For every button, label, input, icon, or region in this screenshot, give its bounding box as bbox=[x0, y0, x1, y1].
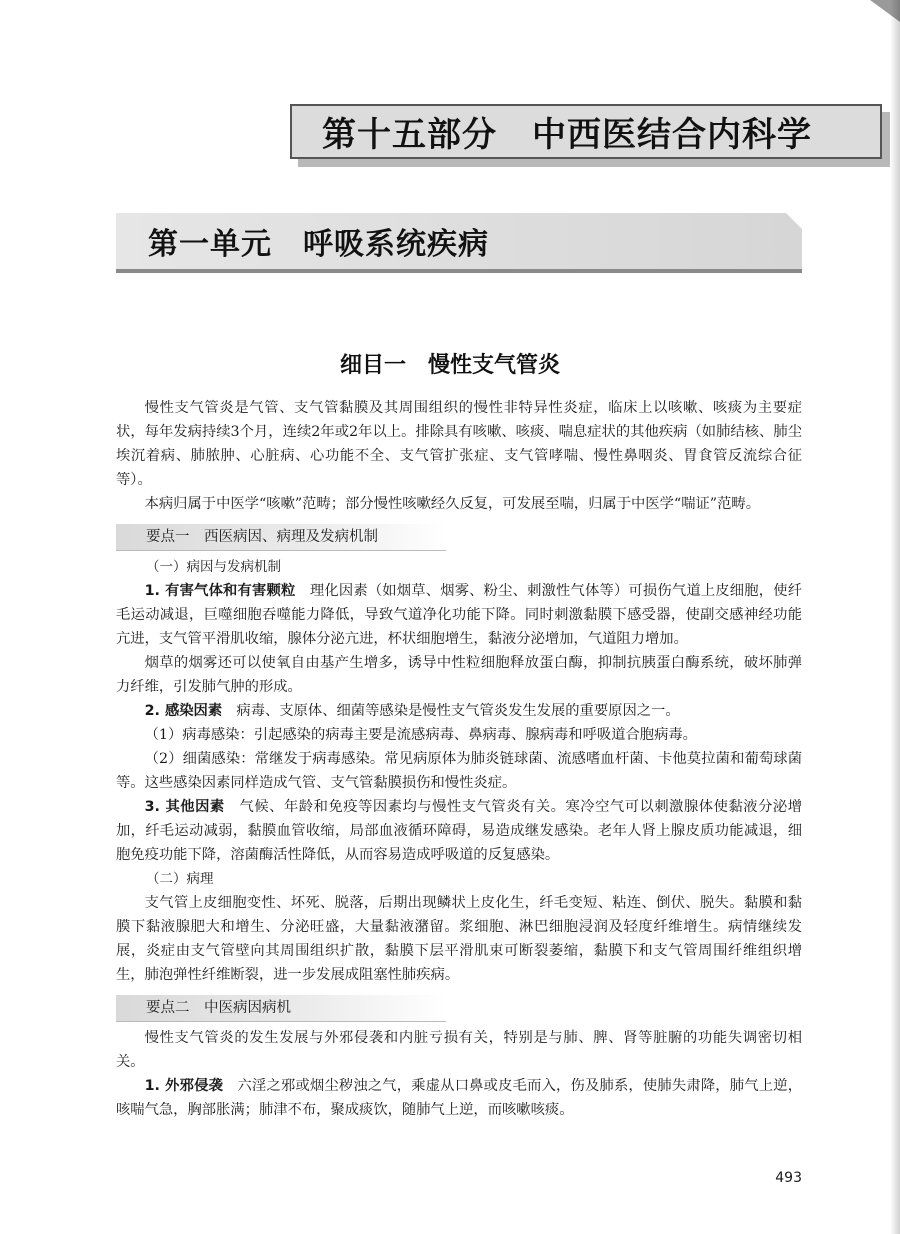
subheading-pathology: （二）病理 bbox=[146, 871, 214, 887]
key-point-2-heading: 要点二 中医病因病机 bbox=[116, 995, 446, 1022]
item-smoke-paragraph: 烟草的烟雾还可以使氧自由基产生增多，诱导中性粒细胞释放蛋白酶，抑制抗胰蛋白酶系统，破坏肺弹力纤维，引发肺气肿的形成。 bbox=[116, 655, 802, 695]
item-bacterial-infection: （2）细菌感染：常继发于病毒感染。常见病原体为肺炎链球菌、流感嗜血杆菌、卡他莫拉菌和葡萄球菌等。这些感染因素同样造成气管、支气管黏膜损伤和慢性炎症。 bbox=[116, 751, 802, 791]
item-external-pathogen-label: 1. 外邪侵袭 bbox=[144, 1078, 224, 1094]
item-infection bbox=[116, 699, 802, 723]
item-external-pathogen-text: 六淫之邪或烟尘秽浊之气，乘虚从口鼻或皮毛而入，伤及肺系，使肺失肃降，肺气上逆，咳喘气急，胸部胀满；肺津不布，聚成痰饮，随肺气上逆，而咳嗽咳痰。 bbox=[116, 1078, 802, 1118]
item-harmful-gases-label: 1. 有害气体和有害颗粒 bbox=[144, 583, 296, 599]
subheading-etiology: （一）病因与发病机制 bbox=[146, 559, 281, 575]
part-title: 第十五部分 中西医结合内科学 bbox=[322, 115, 812, 155]
item-infection-label: 2. 感染因素 bbox=[144, 703, 223, 719]
item-viral-infection: （1）病毒感染：引起感染的病毒主要是流感病毒、鼻病毒、腺病毒和呼吸道合胞病毒。 bbox=[144, 727, 697, 743]
page-number: 493 bbox=[775, 1170, 802, 1186]
item-infection-text: 病毒、支原体、细菌等感染是慢性支气管炎发生发展的重要原因之一。 bbox=[222, 703, 680, 719]
body-content bbox=[116, 396, 802, 1122]
key-point-1-heading: 要点一 西医病因、病理及发病机制 bbox=[116, 524, 446, 551]
item-harmful-gases bbox=[116, 579, 802, 651]
item-other-factors bbox=[116, 795, 802, 867]
unit-title: 第一单元 呼吸系统疾病 bbox=[148, 227, 489, 262]
intro-paragraph-2: 本病归属于中医学“咳嗽”范畴；部分慢性咳嗽经久反复，可发展至喘，归属于中医学“喘证”范畴。 bbox=[144, 496, 760, 512]
part-banner-box bbox=[290, 104, 882, 159]
item-harmful-gases-text: 理化因素（如烟草、烟雾、粉尘、刺激性气体等）可损伤气道上皮细胞，使纤毛运动减退，巨噬细胞吞噬能力降低，导致气道净化功能下降。同时刺激黏膜下感受器，使副交感神经功能亢进，支气管平滑肌收缩，腺体分泌亢进，杯状细胞增生，黏液分泌增加，气道阻力增加。 bbox=[116, 583, 802, 647]
tcm-intro-paragraph: 慢性支气管炎的发生发展与外邪侵袭和内脏亏损有关，特别是与肺、脾、肾等脏腑的功能失调密切相关。 bbox=[116, 1030, 802, 1070]
part-banner bbox=[290, 104, 890, 167]
item-other-factors-text: 气候、年龄和免疫等因素均与慢性支气管炎有关。寒冷空气可以刺激腺体使黏液分泌增加，纤毛运动减弱，黏膜血管收缩，局部血液循环障碍，易造成继发感染。老年人肾上腺皮质功能减退，细胞免疫功能下降，溶菌酶活性降低，从而容易造成呼吸道的反复感染。 bbox=[116, 799, 802, 863]
item-other-factors-label: 3. 其他因素 bbox=[144, 799, 225, 815]
unit-banner bbox=[116, 213, 802, 273]
page-edge-shadow bbox=[890, 0, 900, 1234]
section-title: 细目一 慢性支气管炎 bbox=[339, 352, 560, 378]
item-external-pathogen bbox=[116, 1074, 802, 1122]
intro-paragraph-1: 慢性支气管炎是气管、支气管黏膜及其周围组织的慢性非特异性炎症，临床上以咳嗽、咳痰为主要症状，每年发病持续3个月，连续2年或2年以上。排除具有咳嗽、咳痰、喘息症状的其他疾病（如肺结核、肺尘埃沉着病、肺脓肿、心脏病、心功能不全、支气管扩张症、支气管哮喘、慢性鼻咽炎、胃食管反流综合征等）。 bbox=[116, 400, 802, 488]
pathology-paragraph: 支气管上皮细胞变性、坏死、脱落，后期出现鳞状上皮化生，纤毛变短、粘连、倒伏、脱失。黏膜和黏膜下黏液腺肥大和增生、分泌旺盛，大量黏液潴留。浆细胞、淋巴细胞浸润及轻度纤维增生。病情继续发展，炎症由支气管壁向其周围组织扩散，黏膜下层平滑肌束可断裂萎缩，黏膜下和支气管周围纤维组织增生，肺泡弹性纤维断裂，进一步发展成阻塞性肺疾病。 bbox=[116, 895, 802, 983]
